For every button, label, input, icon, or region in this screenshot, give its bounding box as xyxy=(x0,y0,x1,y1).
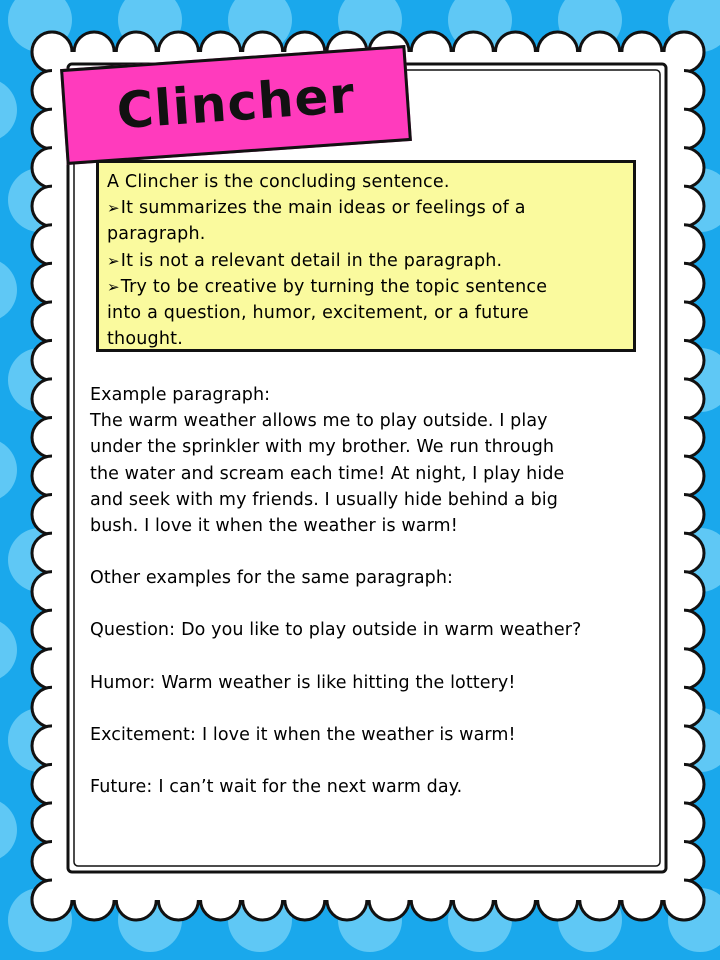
example-label: Example paragraph: xyxy=(90,385,271,405)
definition-text: It summarizes the main ideas or feelings of a xyxy=(120,198,526,219)
example-type-label: Excitement: xyxy=(90,724,196,745)
arrow-bullet-icon: ➢ xyxy=(107,199,120,218)
definition-text: It is not a relevant detail in the paragraph. xyxy=(120,250,503,271)
example-type-label: Humor: xyxy=(90,672,156,693)
example-line: under the sprinkler with my brother. We run through xyxy=(90,437,555,458)
arrow-bullet-icon: ➢ xyxy=(107,277,120,296)
main-content xyxy=(90,382,660,800)
definition-box xyxy=(96,160,636,352)
example-sentence: I can’t wait for the next warm day. xyxy=(158,777,463,798)
definition-line xyxy=(107,221,625,247)
example-line: The warm weather allows me to play outside. I play xyxy=(90,411,548,432)
example-line: bush. I love it when the weather is warm! xyxy=(90,516,458,537)
definition-text: thought. xyxy=(107,329,183,350)
page-title: Clincher xyxy=(114,65,357,141)
example-line: and seek with my friends. I usually hide behind a big xyxy=(90,489,558,510)
example-item xyxy=(90,774,660,800)
definition-text: into a question, humor, excitement, or a future xyxy=(107,303,529,324)
example-type-label: Question: xyxy=(90,620,176,641)
example-item xyxy=(90,722,660,748)
definition-text: Try to be creative by turning the topic sentence xyxy=(120,276,548,297)
example-type-label: Future: xyxy=(90,777,153,798)
example-item xyxy=(90,670,660,696)
definition-bullet-line xyxy=(107,248,625,274)
definition-text: A Clincher is the concluding sentence. xyxy=(107,172,450,192)
other-examples-heading: Other examples for the same paragraph: xyxy=(90,568,454,589)
definition-bullet-line xyxy=(107,274,625,300)
definition-bullet-line xyxy=(107,195,625,221)
example-paragraph xyxy=(90,408,660,539)
definition-line xyxy=(107,169,625,195)
example-sentence: Do you like to play outside in warm weather? xyxy=(181,620,582,641)
definition-line xyxy=(107,300,625,326)
other-examples-list xyxy=(90,591,660,800)
definition-line xyxy=(107,326,625,352)
example-sentence: I love it when the weather is warm! xyxy=(201,724,516,745)
example-item xyxy=(90,617,660,643)
example-line: the water and scream each time! At night, I play hide xyxy=(90,463,565,484)
arrow-bullet-icon: ➢ xyxy=(107,251,120,270)
example-sentence: Warm weather is like hitting the lottery! xyxy=(161,672,516,693)
definition-text: paragraph. xyxy=(107,224,206,245)
